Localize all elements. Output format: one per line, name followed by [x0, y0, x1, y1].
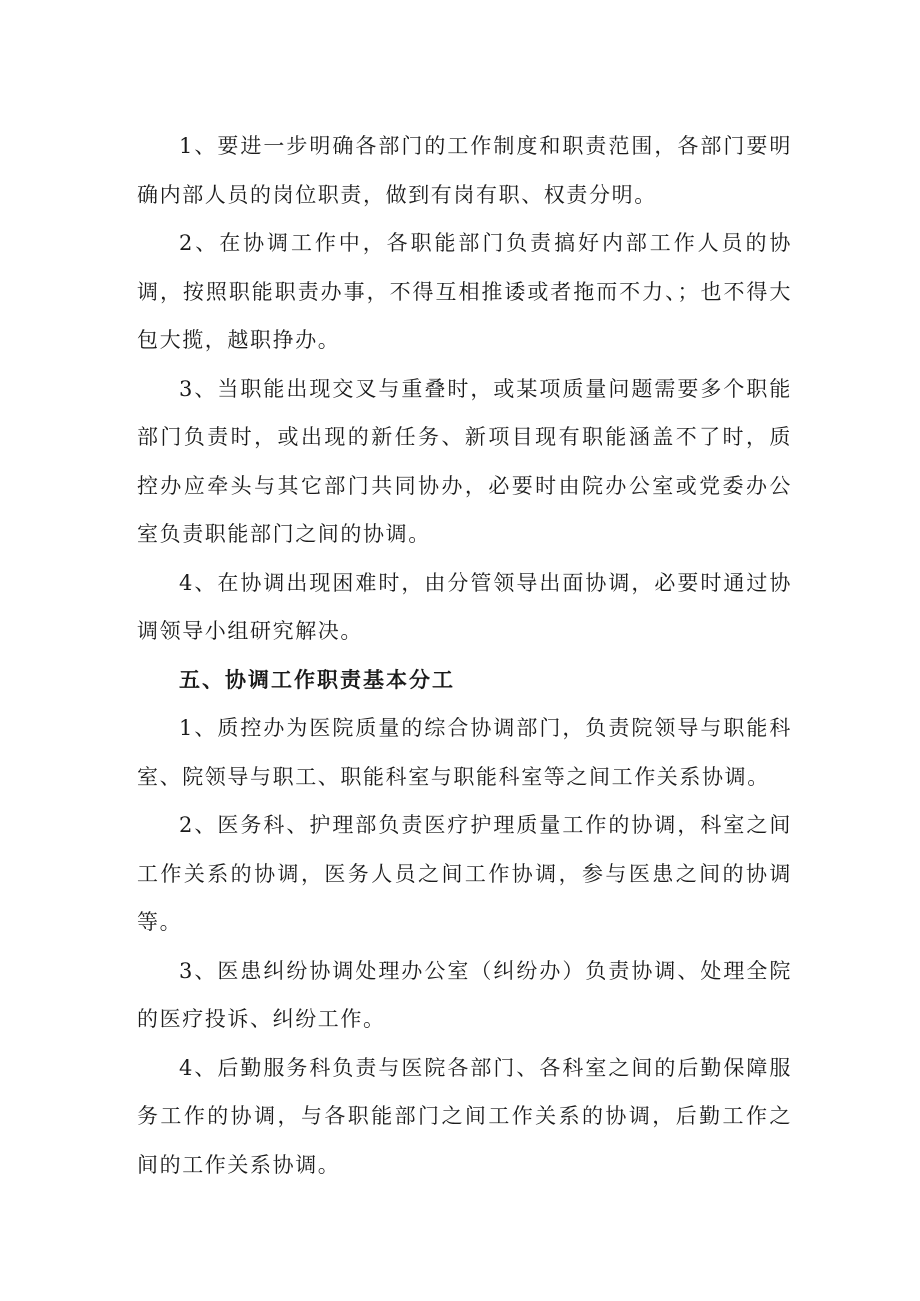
- paragraph-2: 2、在协调工作中，各职能部门负责搞好内部工作人员的协调，按照职能职责办事，不得互相推诿或者拖而不力、；也不得大包大揽，越职挣办。: [137, 231, 792, 352]
- section-paragraph-2: 2、医务科、护理部负责医疗护理质量工作的协调，科室之间工作关系的协调，医务人员之间工作协调，参与医患之间的协调等。: [137, 813, 792, 934]
- paragraph-3: 3、当职能出现交叉与重叠时，或某项质量问题需要多个职能部门负责时，或出现的新任务、新项目现有职能涵盖不了时，质控办应牵头与其它部门共同协办，必要时由院办公室或党委办公室负责职能部门之间的协调。: [137, 376, 792, 546]
- section-paragraph-4: 4、后勤服务科负责与医院各部门、各科室之间的后勤保障服务工作的协调，与各职能部门之间工作关系的协调，后勤工作之间的工作关系协调。: [137, 1055, 792, 1177]
- section-paragraph-3: 3、医患纠纷协调处理办公室（纠纷办）负责协调、处理全院的医疗投诉、纠纷工作。: [137, 958, 792, 1031]
- section-paragraph-1: 1、质控办为医院质量的综合协调部门，负责院领导与职能科室、院领导与职工、职能科室与职能科室等之间工作关系协调。: [137, 716, 792, 789]
- document-page: [137, 122, 792, 1189]
- paragraph-4: 4、在协调出现困难时，由分管领导出面协调，必要时通过协调领导小组研究解决。: [137, 570, 792, 643]
- paragraph-1: 1、要进一步明确各部门的工作制度和职责范围，各部门要明确内部人员的岗位职责，做到有岗有职、权责分明。: [137, 134, 792, 207]
- section-heading: 五、协调工作职责基本分工: [179, 667, 455, 692]
